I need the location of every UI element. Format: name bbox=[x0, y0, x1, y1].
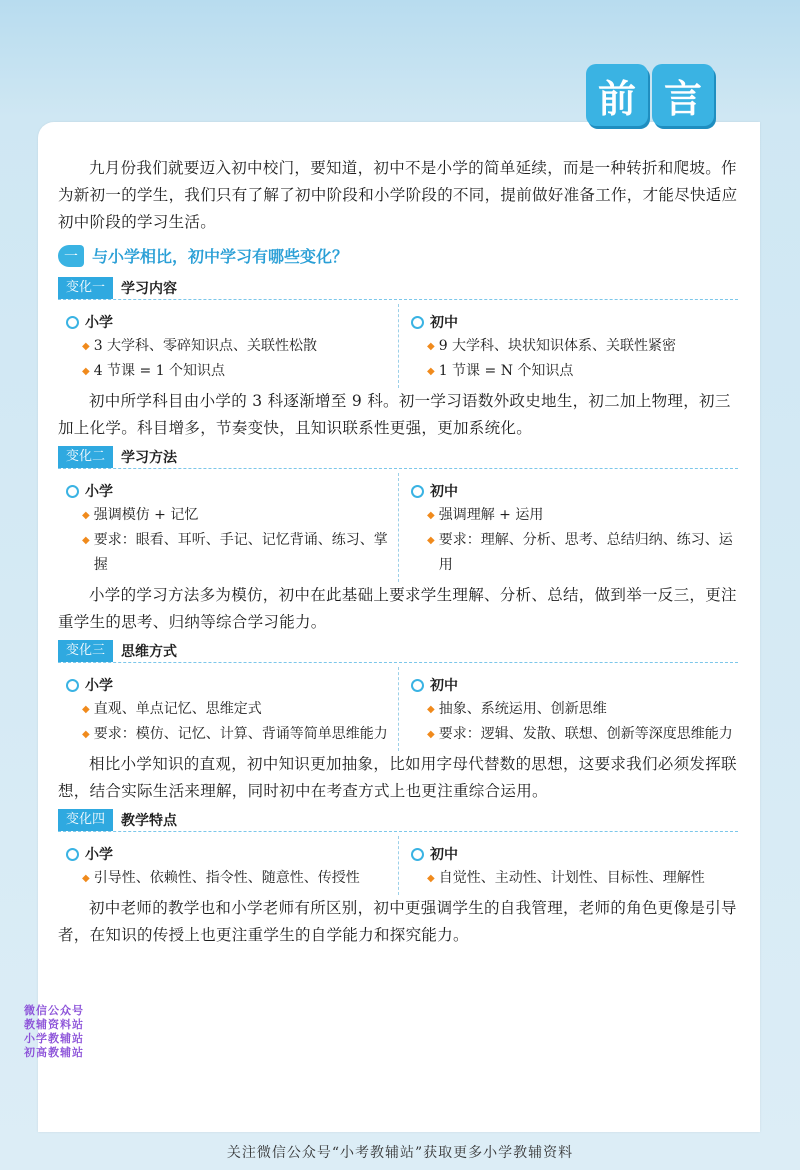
circle-icon bbox=[411, 679, 424, 692]
title-tile: 言 bbox=[652, 64, 714, 126]
column-title bbox=[66, 844, 398, 864]
list-item bbox=[66, 697, 398, 722]
circle-icon bbox=[66, 316, 79, 329]
footer-note: 关注微信公众号“小考教辅站”获取更多小学教辅资料 bbox=[226, 1145, 574, 1161]
list-item bbox=[66, 334, 398, 359]
list-item bbox=[411, 866, 738, 891]
main-content bbox=[58, 155, 738, 949]
diamond-bullet-icon: ◆ bbox=[427, 704, 435, 715]
item-text: 1 节课 = N 个知识点 bbox=[438, 363, 574, 379]
column-title bbox=[411, 312, 738, 332]
column-label: 初中 bbox=[430, 678, 458, 694]
diamond-bullet-icon: ◆ bbox=[82, 510, 90, 521]
watermark-stamp bbox=[24, 1004, 88, 1060]
item-text: 要求：逻辑、发散、联想、创新等深度思维能力 bbox=[438, 726, 733, 742]
change-heading bbox=[58, 809, 738, 832]
list-item bbox=[66, 528, 398, 578]
list-item bbox=[66, 866, 398, 891]
diamond-bullet-icon: ◆ bbox=[82, 729, 90, 740]
column-label: 初中 bbox=[430, 315, 458, 331]
section-heading bbox=[58, 244, 738, 267]
item-text: 4 节课 = 1 个知识点 bbox=[93, 363, 226, 379]
section-title: 与小学相比，初中学习有哪些变化？ bbox=[92, 247, 349, 266]
list-item bbox=[411, 722, 738, 747]
circle-icon bbox=[411, 848, 424, 861]
column-label: 小学 bbox=[85, 847, 113, 863]
column-title bbox=[411, 844, 738, 864]
summary-paragraph: 初中老师的教学也和小学老师有所区别，初中更强调学生的自我管理，老师的角色更像是引导者，在知识的传授上也更注重学生的自学能力和探究能力。 bbox=[58, 899, 737, 944]
column-label: 初中 bbox=[430, 484, 458, 500]
item-text: 9 大学科、块状知识体系、关联性紧密 bbox=[438, 338, 677, 354]
diamond-bullet-icon: ◆ bbox=[427, 729, 435, 740]
change-title: 教学特点 bbox=[121, 813, 178, 829]
junior-column bbox=[398, 836, 738, 895]
circle-icon bbox=[411, 316, 424, 329]
item-text: 强调理解 + 运用 bbox=[438, 507, 544, 523]
list-item bbox=[66, 503, 398, 528]
change-title: 学习内容 bbox=[121, 281, 178, 297]
diamond-bullet-icon: ◆ bbox=[82, 535, 90, 546]
list-item bbox=[66, 359, 398, 384]
diamond-bullet-icon: ◆ bbox=[427, 366, 435, 377]
circle-icon bbox=[66, 848, 79, 861]
change-title: 思维方式 bbox=[121, 644, 178, 660]
item-text: 直观、单点记忆、思维定式 bbox=[93, 701, 262, 717]
comparison-table bbox=[58, 667, 738, 751]
stamp-line: 初高教辅站 bbox=[24, 1046, 84, 1059]
comparison-table bbox=[58, 304, 738, 388]
circle-icon bbox=[66, 679, 79, 692]
title-tile: 前 bbox=[586, 64, 648, 126]
item-text: 抽象、系统运用、创新思维 bbox=[438, 701, 607, 717]
junior-column bbox=[398, 667, 738, 751]
diamond-bullet-icon: ◆ bbox=[427, 535, 435, 546]
summary-paragraph: 相比小学知识的直观，初中知识更加抽象，比如用字母代替数的思想，这要求我们必须发挥联想，结合实际生活来理解，同时初中在考查方式上也更注重综合运用。 bbox=[58, 755, 737, 800]
list-item bbox=[66, 722, 398, 747]
column-title bbox=[411, 481, 738, 501]
column-title bbox=[66, 481, 398, 501]
list-item bbox=[411, 697, 738, 722]
change-tag: 变化一 bbox=[58, 277, 113, 299]
item-text: 3 大学科、零碎知识点、关联性松散 bbox=[93, 338, 318, 354]
change-tag: 变化三 bbox=[58, 640, 113, 662]
item-text: 要求：眼看、耳听、手记、记忆背诵、练习、掌握 bbox=[93, 532, 388, 573]
change-tag: 变化二 bbox=[58, 446, 113, 468]
intro-paragraph: 九月份我们就要迈入初中校门，要知道，初中不是小学的简单延续，而是一种转折和爬坡。作为新初一的学生，我们只有了解了初中阶段和小学阶段的不同，提前做好准备工作，才能尽快适应初中阶段的学习生活。 bbox=[58, 159, 738, 231]
comparison-table bbox=[58, 836, 738, 895]
list-item bbox=[411, 359, 738, 384]
column-label: 初中 bbox=[430, 847, 458, 863]
column-label: 小学 bbox=[85, 315, 113, 331]
circle-icon bbox=[66, 485, 79, 498]
stamp-line: 小学教辅站 bbox=[24, 1032, 84, 1045]
column-title bbox=[66, 312, 398, 332]
item-text: 引导性、依赖性、指令性、随意性、传授性 bbox=[93, 870, 360, 886]
item-text: 强调模仿 + 记忆 bbox=[93, 507, 199, 523]
change-heading bbox=[58, 277, 738, 300]
summary-paragraph: 小学的学习方法多为模仿，初中在此基础上要求学生理解、分析、总结，做到举一反三，更注重学生的思考、归纳等综合学习能力。 bbox=[58, 586, 737, 631]
list-item bbox=[411, 528, 738, 578]
summary-paragraph: 初中所学科目由小学的 3 科逐渐增至 9 科。初一学习语数外政史地生，初二加上物理，初三加上化学。科目增多，节奏变快，且知识联系性更强，更加系统化。 bbox=[58, 392, 731, 437]
junior-column bbox=[398, 304, 738, 388]
stamp-line: 微信公众号 bbox=[24, 1004, 84, 1017]
diamond-bullet-icon: ◆ bbox=[82, 704, 90, 715]
page-title bbox=[586, 64, 714, 126]
item-text: 自觉性、主动性、计划性、目标性、理解性 bbox=[438, 870, 705, 886]
primary-column bbox=[58, 473, 398, 582]
column-label: 小学 bbox=[85, 484, 113, 500]
change-heading bbox=[58, 640, 738, 663]
diamond-bullet-icon: ◆ bbox=[82, 873, 90, 884]
change-title: 学习方法 bbox=[121, 450, 178, 466]
item-text: 要求：理解、分析、思考、总结归纳、练习、运用 bbox=[438, 532, 733, 573]
primary-column bbox=[58, 304, 398, 388]
list-item bbox=[411, 503, 738, 528]
comparison-table bbox=[58, 473, 738, 582]
diamond-bullet-icon: ◆ bbox=[427, 341, 435, 352]
column-title bbox=[66, 675, 398, 695]
primary-column bbox=[58, 836, 398, 895]
junior-column bbox=[398, 473, 738, 582]
circle-icon bbox=[411, 485, 424, 498]
primary-column bbox=[58, 667, 398, 751]
diamond-bullet-icon: ◆ bbox=[427, 510, 435, 521]
diamond-bullet-icon: ◆ bbox=[82, 366, 90, 377]
list-item bbox=[411, 334, 738, 359]
column-title bbox=[411, 675, 738, 695]
change-tag: 变化四 bbox=[58, 809, 113, 831]
section-badge: 一 bbox=[58, 245, 84, 267]
diamond-bullet-icon: ◆ bbox=[82, 341, 90, 352]
item-text: 要求：模仿、记忆、计算、背诵等简单思维能力 bbox=[93, 726, 388, 742]
stamp-line: 教辅资料站 bbox=[24, 1018, 84, 1031]
change-heading bbox=[58, 446, 738, 469]
diamond-bullet-icon: ◆ bbox=[427, 873, 435, 884]
column-label: 小学 bbox=[85, 678, 113, 694]
